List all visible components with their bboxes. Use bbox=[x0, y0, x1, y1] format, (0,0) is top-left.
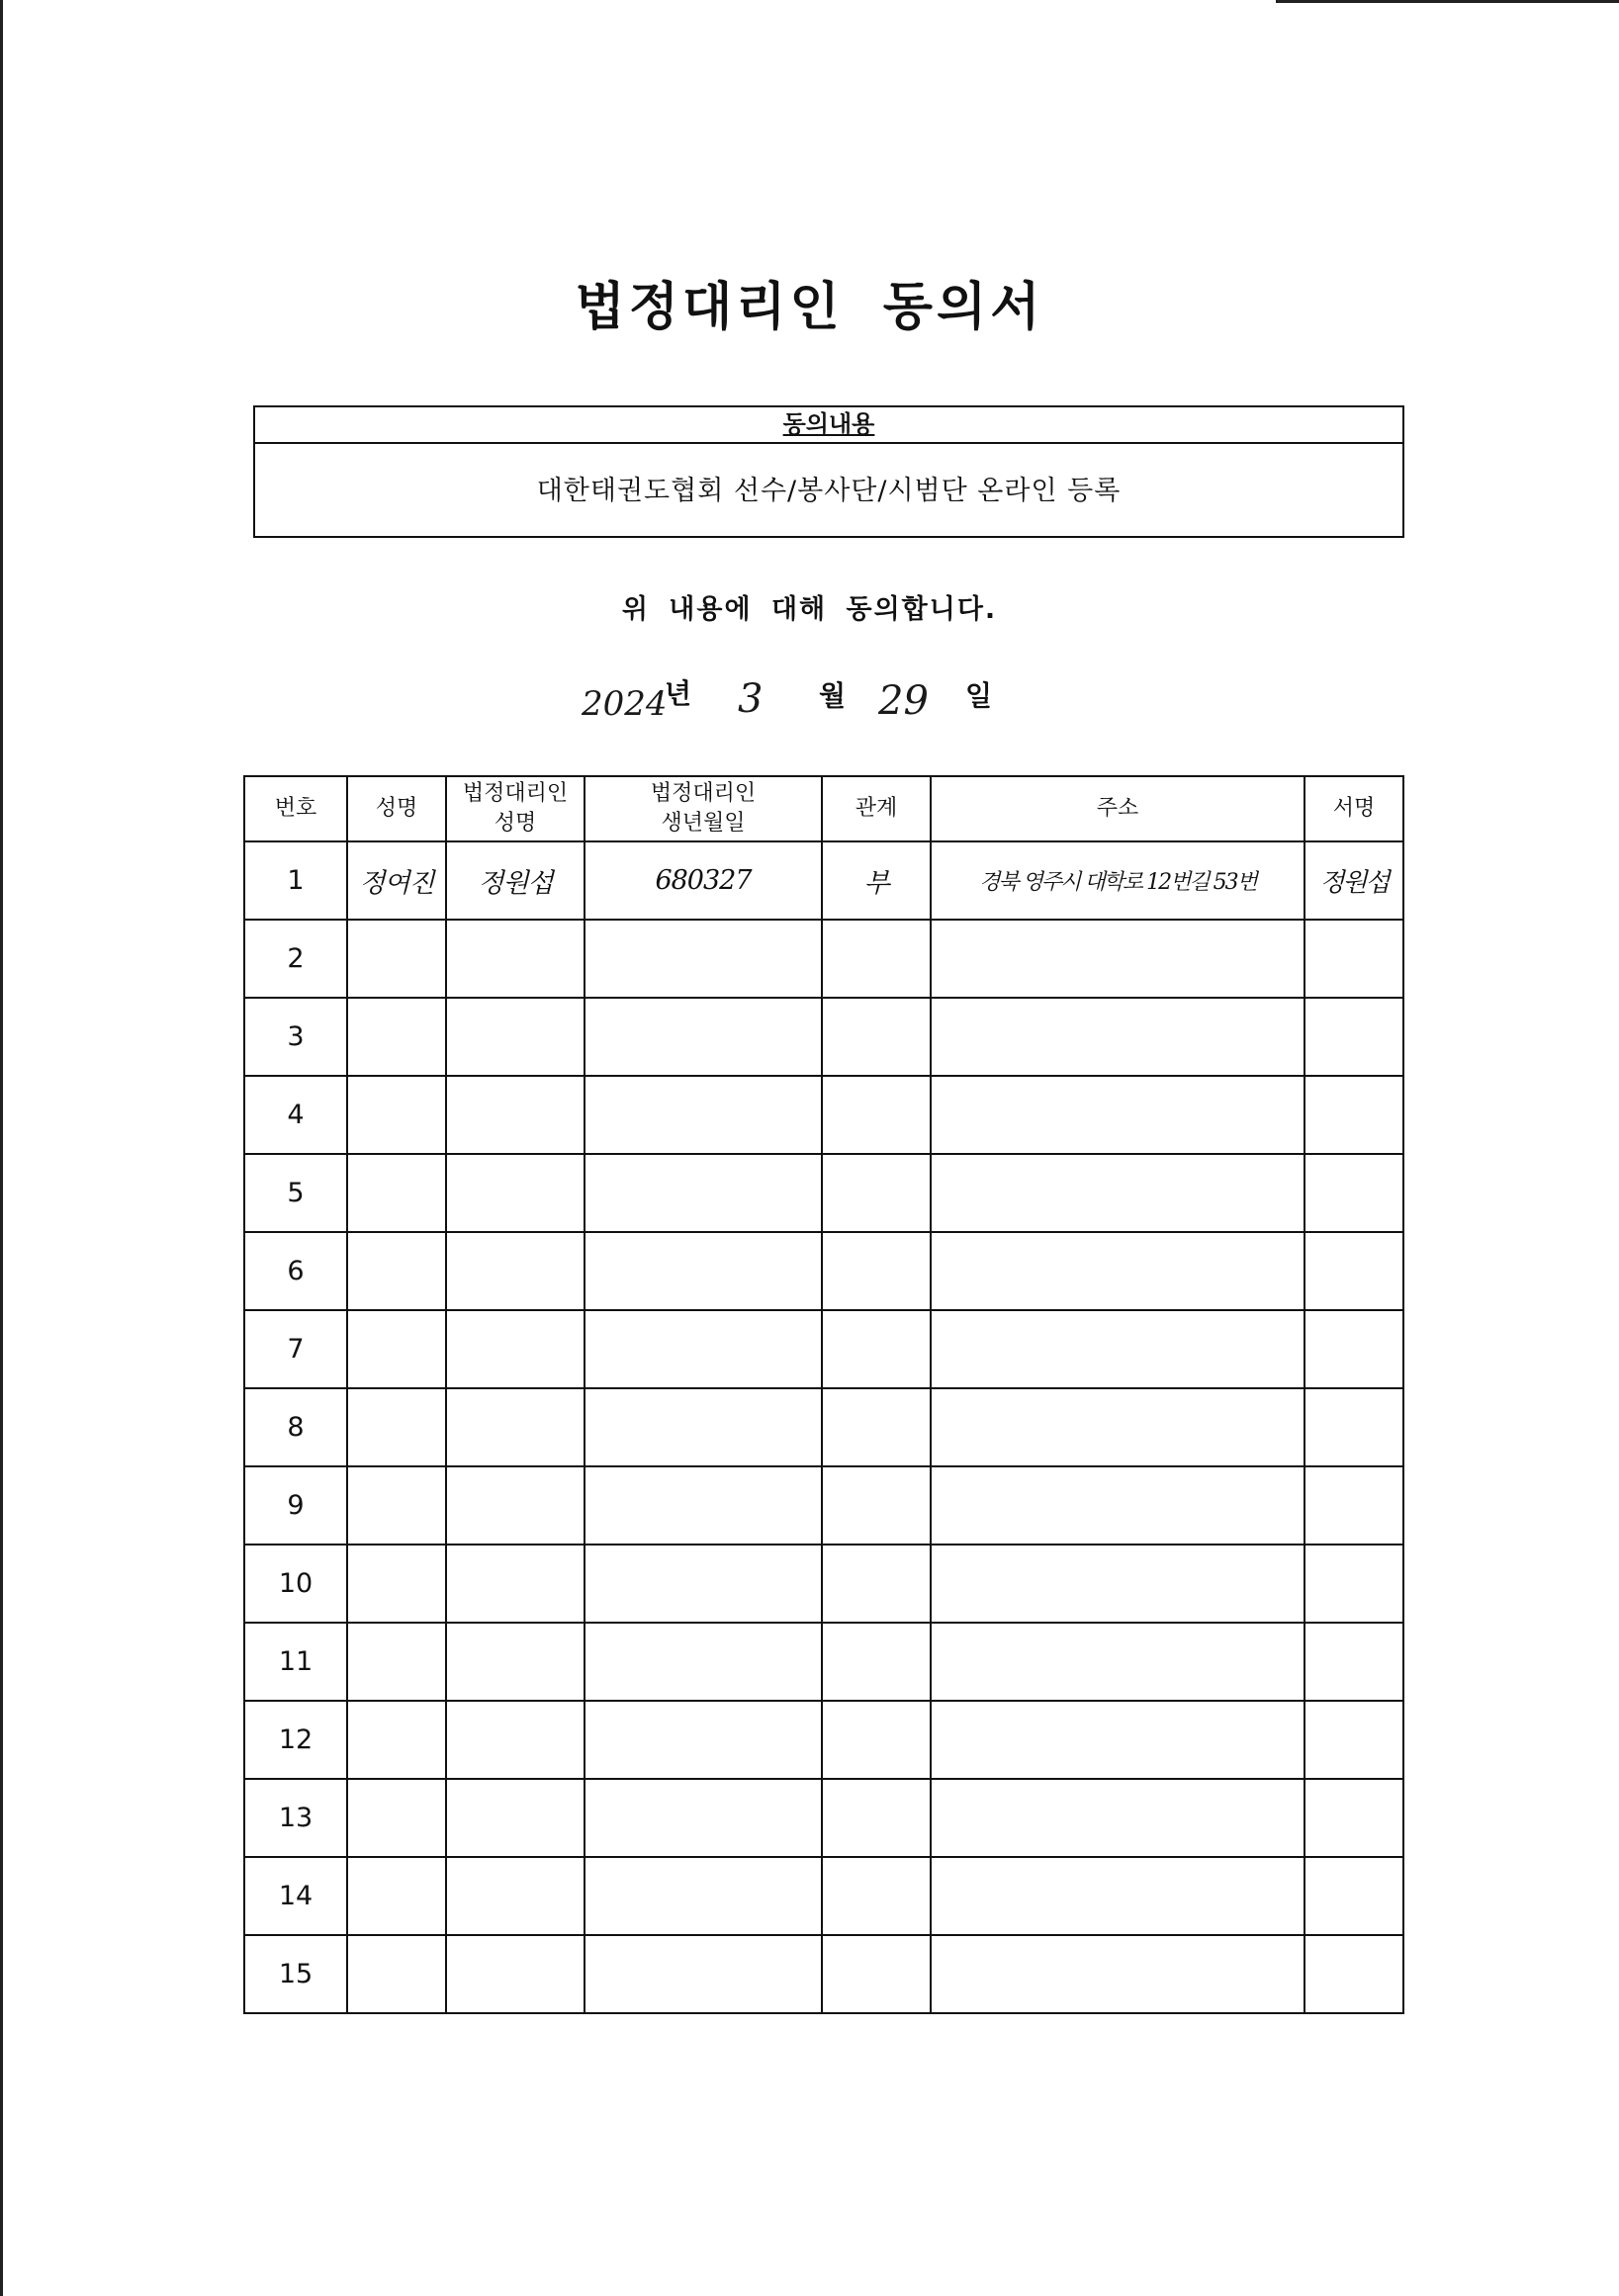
cell-guardian-name bbox=[446, 1388, 585, 1466]
cell-name bbox=[347, 1857, 446, 1935]
header-guardian-name-line-1: 법정대리인 bbox=[462, 781, 569, 806]
cell-signature bbox=[1304, 1076, 1403, 1154]
cell-guardian-name bbox=[446, 1310, 585, 1388]
date-month-handwritten: 3 bbox=[738, 676, 764, 722]
cell-signature bbox=[1304, 1701, 1403, 1779]
cell-relation bbox=[822, 1623, 931, 1701]
date-year-handwritten: 2024 bbox=[582, 684, 668, 724]
scan-edge-left bbox=[0, 0, 3, 2296]
cell-relation bbox=[822, 1545, 931, 1623]
header-guardian-birth-line-1: 법정대리인 bbox=[650, 781, 757, 806]
cell-guardian-birth bbox=[585, 1232, 822, 1310]
cell-name bbox=[347, 1935, 446, 2013]
cell-relation bbox=[822, 1935, 931, 2013]
cell-relation bbox=[822, 1388, 931, 1466]
cell-number: 8 bbox=[244, 1388, 347, 1466]
cell-address bbox=[931, 998, 1304, 1076]
cell-address bbox=[931, 1466, 1304, 1545]
cell-name bbox=[347, 1466, 446, 1545]
cell-guardian-birth bbox=[585, 1545, 822, 1623]
header-number: 번호 bbox=[244, 776, 347, 841]
cell-relation bbox=[822, 1232, 931, 1310]
cell-guardian-birth bbox=[585, 1076, 822, 1154]
cell-guardian-birth bbox=[585, 1310, 822, 1388]
cell-address bbox=[931, 1154, 1304, 1232]
cell-number: 15 bbox=[244, 1935, 347, 2013]
cell-signature: 정원섭 bbox=[1304, 841, 1403, 920]
cell-relation: 부 bbox=[822, 841, 931, 920]
cell-guardian-birth bbox=[585, 1701, 822, 1779]
cell-name bbox=[347, 1388, 446, 1466]
header-guardian-name bbox=[446, 776, 585, 841]
cell-relation bbox=[822, 998, 931, 1076]
table-row bbox=[244, 1076, 1403, 1154]
cell-guardian-birth bbox=[585, 1388, 822, 1466]
cell-guardian-name bbox=[446, 1857, 585, 1935]
cell-guardian-name bbox=[446, 920, 585, 998]
cell-relation bbox=[822, 920, 931, 998]
cell-name bbox=[347, 1310, 446, 1388]
cell-address bbox=[931, 1623, 1304, 1701]
agreement-statement: 위 내용에 대해 동의합니다. bbox=[621, 594, 998, 625]
cell-signature bbox=[1304, 1310, 1403, 1388]
date-year-unit: 년 bbox=[665, 677, 692, 710]
cell-number: 10 bbox=[244, 1545, 347, 1623]
cell-relation bbox=[822, 1076, 931, 1154]
cell-guardian-birth bbox=[585, 1154, 822, 1232]
cell-relation bbox=[822, 1701, 931, 1779]
consent-content: 대한태권도협회 선수/봉사단/시범단 온라인 등록 bbox=[536, 476, 1122, 506]
header-guardian-birth-line-2: 생년월일 bbox=[661, 811, 746, 836]
cell-guardian-name bbox=[446, 1154, 585, 1232]
cell-relation bbox=[822, 1779, 931, 1857]
table-row bbox=[244, 1935, 1403, 2013]
cell-number: 6 bbox=[244, 1232, 347, 1310]
header-name: 성명 bbox=[347, 776, 446, 841]
cell-address bbox=[931, 1310, 1304, 1388]
table-row bbox=[244, 841, 1403, 920]
table-row bbox=[244, 920, 1403, 998]
table-row bbox=[244, 1545, 1403, 1623]
cell-name bbox=[347, 920, 446, 998]
cell-signature bbox=[1304, 920, 1403, 998]
table-row bbox=[244, 1623, 1403, 1701]
cell-relation bbox=[822, 1466, 931, 1545]
cell-signature bbox=[1304, 1545, 1403, 1623]
cell-name bbox=[347, 1076, 446, 1154]
cell-number: 4 bbox=[244, 1076, 347, 1154]
cell-guardian-name bbox=[446, 1545, 585, 1623]
header-address: 주소 bbox=[931, 776, 1304, 841]
cell-address bbox=[931, 1545, 1304, 1623]
cell-address bbox=[931, 1857, 1304, 1935]
consent-header: 동의내용 bbox=[255, 407, 1402, 444]
cell-guardian-name bbox=[446, 1076, 585, 1154]
cell-guardian-name bbox=[446, 1232, 585, 1310]
cell-name bbox=[347, 1154, 446, 1232]
cell-number: 7 bbox=[244, 1310, 347, 1388]
cell-guardian-name bbox=[446, 1779, 585, 1857]
cell-name bbox=[347, 1779, 446, 1857]
scan-edge-top bbox=[1276, 0, 1619, 3]
cell-guardian-name bbox=[446, 1623, 585, 1701]
cell-guardian-birth bbox=[585, 1466, 822, 1545]
cell-name: 정여진 bbox=[347, 841, 446, 920]
cell-guardian-birth: 680327 bbox=[585, 841, 822, 920]
table-row bbox=[244, 1232, 1403, 1310]
cell-number: 1 bbox=[244, 841, 347, 920]
consent-box bbox=[253, 405, 1404, 538]
date-day-handwritten: 29 bbox=[878, 678, 929, 724]
cell-number: 9 bbox=[244, 1466, 347, 1545]
cell-guardian-name bbox=[446, 1466, 585, 1545]
table-header-row bbox=[244, 776, 1403, 841]
cell-guardian-name bbox=[446, 998, 585, 1076]
table-row bbox=[244, 998, 1403, 1076]
header-guardian-name-line-2: 성명 bbox=[494, 811, 537, 836]
header-signature: 서명 bbox=[1304, 776, 1403, 841]
table-row bbox=[244, 1466, 1403, 1545]
cell-guardian-birth bbox=[585, 1779, 822, 1857]
cell-address bbox=[931, 1935, 1304, 2013]
header-guardian-birth bbox=[585, 776, 822, 841]
cell-guardian-birth bbox=[585, 1857, 822, 1935]
cell-signature bbox=[1304, 1623, 1403, 1701]
cell-name bbox=[347, 1623, 446, 1701]
cell-signature bbox=[1304, 1232, 1403, 1310]
cell-number: 11 bbox=[244, 1623, 347, 1701]
table-row bbox=[244, 1310, 1403, 1388]
cell-signature bbox=[1304, 1857, 1403, 1935]
cell-name bbox=[347, 1232, 446, 1310]
date-day-unit: 일 bbox=[965, 679, 993, 712]
cell-signature bbox=[1304, 1466, 1403, 1545]
cell-number: 14 bbox=[244, 1857, 347, 1935]
cell-number: 3 bbox=[244, 998, 347, 1076]
cell-number: 5 bbox=[244, 1154, 347, 1232]
cell-guardian-name: 정원섭 bbox=[446, 841, 585, 920]
table-row bbox=[244, 1857, 1403, 1935]
cell-address bbox=[931, 1779, 1304, 1857]
cell-number: 13 bbox=[244, 1779, 347, 1857]
cell-address: 경북 영주시 대학로 12번길 53번 bbox=[931, 841, 1304, 920]
table-body bbox=[244, 841, 1403, 2013]
table-row bbox=[244, 1779, 1403, 1857]
cell-number: 12 bbox=[244, 1701, 347, 1779]
cell-relation bbox=[822, 1154, 931, 1232]
cell-guardian-birth bbox=[585, 1623, 822, 1701]
guardian-table bbox=[243, 775, 1404, 2014]
table-row bbox=[244, 1701, 1403, 1779]
cell-relation bbox=[822, 1310, 931, 1388]
cell-signature bbox=[1304, 1779, 1403, 1857]
cell-guardian-name bbox=[446, 1935, 585, 2013]
cell-guardian-birth bbox=[585, 998, 822, 1076]
cell-guardian-birth bbox=[585, 1935, 822, 2013]
document-title: 법정대리인 동의서 bbox=[575, 278, 1044, 337]
cell-name bbox=[347, 1545, 446, 1623]
date-month-unit: 월 bbox=[819, 679, 847, 712]
header-relation: 관계 bbox=[822, 776, 931, 841]
cell-signature bbox=[1304, 1154, 1403, 1232]
cell-signature bbox=[1304, 1388, 1403, 1466]
cell-name bbox=[347, 998, 446, 1076]
cell-guardian-birth bbox=[585, 920, 822, 998]
cell-address bbox=[931, 1076, 1304, 1154]
cell-relation bbox=[822, 1857, 931, 1935]
cell-signature bbox=[1304, 1935, 1403, 2013]
cell-address bbox=[931, 1388, 1304, 1466]
cell-number: 2 bbox=[244, 920, 347, 998]
table-row bbox=[244, 1388, 1403, 1466]
cell-address bbox=[931, 920, 1304, 998]
cell-signature bbox=[1304, 998, 1403, 1076]
cell-address bbox=[931, 1701, 1304, 1779]
cell-guardian-name bbox=[446, 1701, 585, 1779]
cell-name bbox=[347, 1701, 446, 1779]
table-row bbox=[244, 1154, 1403, 1232]
cell-address bbox=[931, 1232, 1304, 1310]
